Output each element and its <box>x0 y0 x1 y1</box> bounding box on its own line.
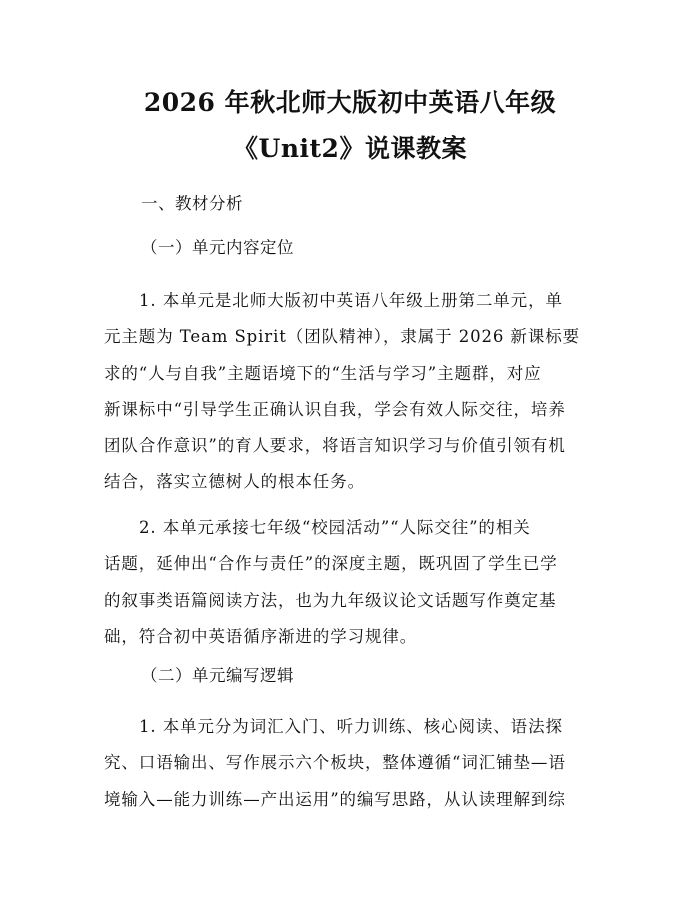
paragraph-unit-positioning-1 <box>104 283 604 501</box>
paragraph-line: 的叙事类语篇阅读方法，也为九年级议论文话题写作奠定基 <box>104 590 557 610</box>
paragraph-line: 2. 本单元承接七年级“校园活动”“人际交往”的相关 <box>139 518 531 537</box>
section-heading-textbook-analysis: 一、教材分析 <box>141 194 243 213</box>
subsection-heading-unit-positioning: （一）单元内容定位 <box>141 238 294 257</box>
paragraph-line: 新课标中“引导学生正确认识自我，学会有效人际交往，培养 <box>104 399 566 419</box>
paragraph-line: 境输入—能力训练—产出运用”的编写思路，从认读理解到综 <box>104 789 566 809</box>
subsection-heading-unit-logic: （二）单元编写逻辑 <box>141 666 294 685</box>
paragraph-unit-positioning-2 <box>104 510 604 655</box>
paragraph-line: 1. 本单元是北师大版初中英语八年级上册第二单元，单 <box>139 291 563 310</box>
paragraph-line: 求的“人与自我”主题语境下的“生活与学习”主题群，对应 <box>104 363 542 383</box>
document-title-line-1: 2026 年秋北师大版初中英语八年级 <box>143 88 557 117</box>
document-title-line-2: 《Unit2》说课教案 <box>233 134 467 163</box>
paragraph-line: 话题，延伸出“合作与责任”的深度主题，既巩固了学生已学 <box>104 554 558 574</box>
paragraph-unit-logic-1 <box>104 709 604 818</box>
paragraph-line: 1. 本单元分为词汇入门、听力训练、核心阅读、语法探 <box>139 717 563 736</box>
paragraph-line: 究、口语输出、写作展示六个板块，整体遵循“词汇铺垫—语 <box>104 753 566 773</box>
paragraph-line: 结合，落实立德树人的根本任务。 <box>104 472 365 492</box>
paragraph-line: 础，符合初中英语循序渐进的学习规律。 <box>104 626 418 646</box>
paragraph-line: 元主题为 Team Spirit（团队精神），隶属于 2026 新课标要 <box>104 327 581 347</box>
paragraph-line: 团队合作意识”的育人要求，将语言知识学习与价值引领有机 <box>104 436 566 456</box>
